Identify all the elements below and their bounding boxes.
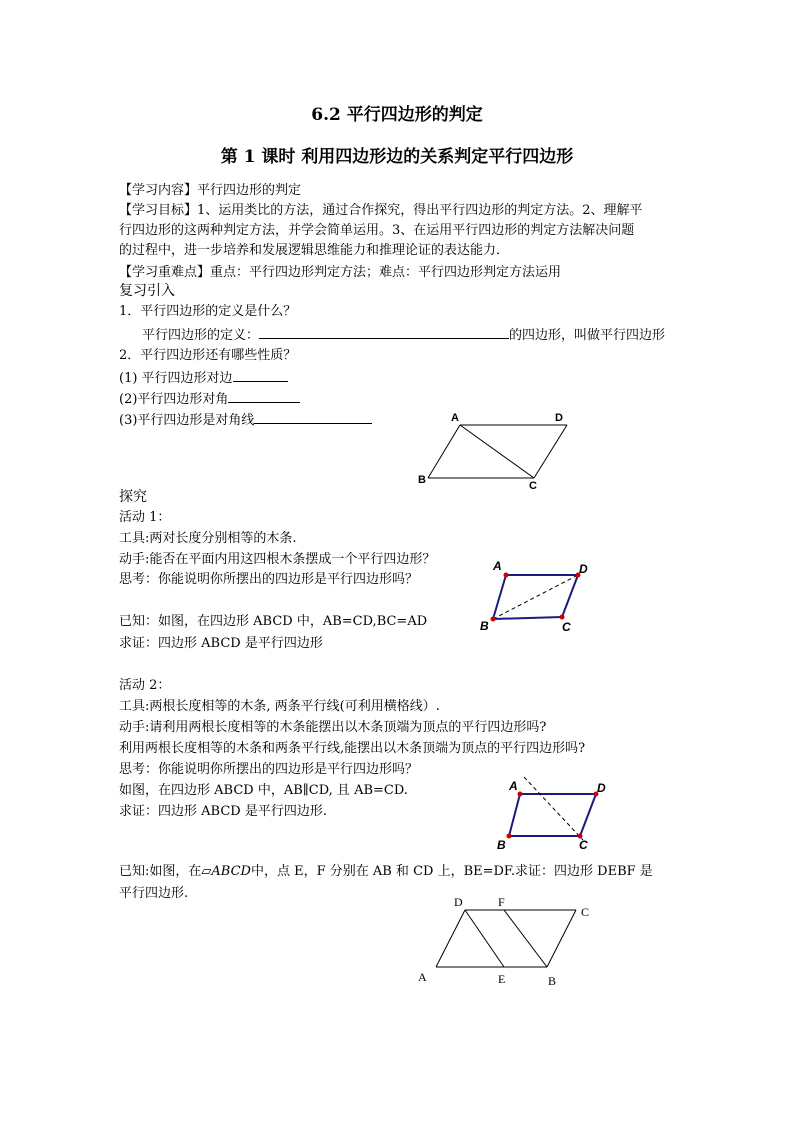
diagonal-ac (460, 425, 534, 478)
activity-1-title: 活动 1： (119, 510, 171, 525)
fig2-label-a: A (493, 559, 502, 573)
activity-1-do: 动手:能否在平面内用这四根木条摆成一个平行四边形？ (119, 552, 436, 567)
question-2: 2．平行四边形还有哪些性质？ (119, 348, 297, 363)
property-2-blank[interactable] (228, 388, 300, 403)
activity-2-use: 利用两根长度相等的木条和两条平行线,能摆出以木条顶端为顶点的平行四边形吗? (119, 741, 586, 756)
fig1-label-b: B (418, 474, 426, 486)
property-3-text: (3)平行四边形是对角线 (119, 413, 255, 428)
definition-blank[interactable] (259, 324, 509, 339)
property-3 (119, 409, 372, 430)
review-heading: 复习引入 (119, 283, 175, 299)
vertex-a-dot (518, 792, 523, 797)
activity-2-do: 动手:请利用两根长度相等的木条能摆出以木条顶端为顶点的平行四边形吗? (119, 720, 547, 735)
parallelogram-abcd-symbol: ▱ABCD (201, 864, 251, 879)
dashed-diagonal-bd (493, 575, 578, 619)
question-1-answer (142, 324, 665, 345)
vertex-b-dot (491, 617, 496, 622)
page-title: 6.2 平行四边形的判定 (311, 105, 483, 125)
exercise-prefix: 已知:如图，在 (119, 864, 202, 879)
explore-heading: 探究 (119, 489, 147, 505)
exercise-suffix: 中，点 E，F 分别在 AB 和 CD 上，BE=DF.求证：四边形 DEBF 是 (250, 864, 653, 879)
definition-prefix: 平行四边形的定义： (142, 328, 260, 343)
fig2-label-c: C (562, 620, 571, 634)
fig3-label-c: C (579, 838, 588, 852)
study-content: 【学习内容】平行四边形的判定 (119, 183, 302, 198)
fig4-label-d: D (454, 895, 463, 909)
vertex-a-dot (504, 573, 509, 578)
activity-1-tool: 工具:两对长度分别相等的木条. (119, 531, 297, 546)
study-goals-line-1: 【学习目标】1、运用类比的方法，通过合作探究，得出平行四边形的判定方法。2、理解平 (119, 203, 643, 218)
property-2-text: (2)平行四边形对角 (119, 392, 229, 407)
vertex-b-dot (507, 834, 512, 839)
activity-2-given: 如图，在四边形 ABCD 中，AB∥CD, 且 AB=CD. (119, 783, 408, 798)
fig3-label-b: B (497, 838, 506, 852)
page-subtitle: 第 1 课时 利用四边形边的关系判定平行四边形 (220, 147, 574, 167)
property-2 (119, 388, 300, 409)
property-3-blank[interactable] (254, 409, 372, 424)
activity-2-prove: 求证：四边形 ABCD 是平行四边形. (119, 804, 327, 819)
figure-parallelogram-3 (490, 765, 620, 855)
exercise-line-1 (119, 862, 653, 881)
definition-suffix: 的四边形，叫做平行四边形 (509, 328, 666, 343)
fig2-label-d: D (579, 562, 588, 576)
segment-de (465, 910, 504, 967)
question-1: 1．平行四边形的定义是什么？ (119, 304, 297, 319)
activity-1-think: 思考：你能说明你所摆出的四边形是平行四边形吗？ (119, 572, 419, 587)
fig4-label-e: E (498, 972, 506, 986)
fig1-label-a: A (451, 412, 459, 424)
fig3-label-a: A (509, 779, 518, 793)
fig4-label-b: B (548, 974, 557, 988)
fig2-label-b: B (480, 619, 489, 633)
study-goals-line-3: 的过程中，进一步培养和发展逻辑思维能力和推理论证的表达能力． (119, 243, 510, 258)
activity-2-title: 活动 2： (119, 678, 171, 693)
property-1-text: (1) 平行四边形对边 (119, 371, 233, 386)
fig4-label-c: C (581, 905, 590, 919)
activity-1-given: 已知：如图，在四边形 ABCD 中，AB=CD,BC=AD (119, 614, 428, 629)
fig1-label-d: D (555, 412, 563, 424)
figure-parallelogram-1 (410, 405, 590, 495)
figure-parallelogram-4 (410, 890, 600, 990)
vertex-c-dot (560, 615, 565, 620)
property-1 (119, 367, 288, 388)
segment-fb (504, 910, 547, 967)
fig4-label-f: F (498, 895, 505, 909)
figure-parallelogram-2 (475, 555, 605, 640)
study-goals-line-2: 行四边形的这两种判定方法，并学会简单运用。3、在运用平行四边形的判定方法解决问题 (119, 223, 635, 238)
property-1-blank[interactable] (233, 367, 288, 382)
activity-2-tool: 工具:两根长度相等的木条, 两条平行线(可利用横格线）. (119, 699, 440, 714)
fig3-label-d: D (597, 781, 606, 795)
key-points: 【学习重难点】重点：平行四边形判定方法；难点：平行四边形判定方法运用 (119, 265, 562, 280)
dashed-auxiliary-line (524, 777, 583, 840)
fig4-label-a: A (418, 970, 427, 984)
activity-1-prove: 求证：四边形 ABCD 是平行四边形 (119, 636, 323, 651)
exercise-line-2: 平行四边形. (119, 886, 189, 901)
activity-2-think: 思考：你能说明你所摆出的四边形是平行四边形吗？ (119, 762, 419, 777)
fig1-label-c: C (529, 480, 537, 492)
